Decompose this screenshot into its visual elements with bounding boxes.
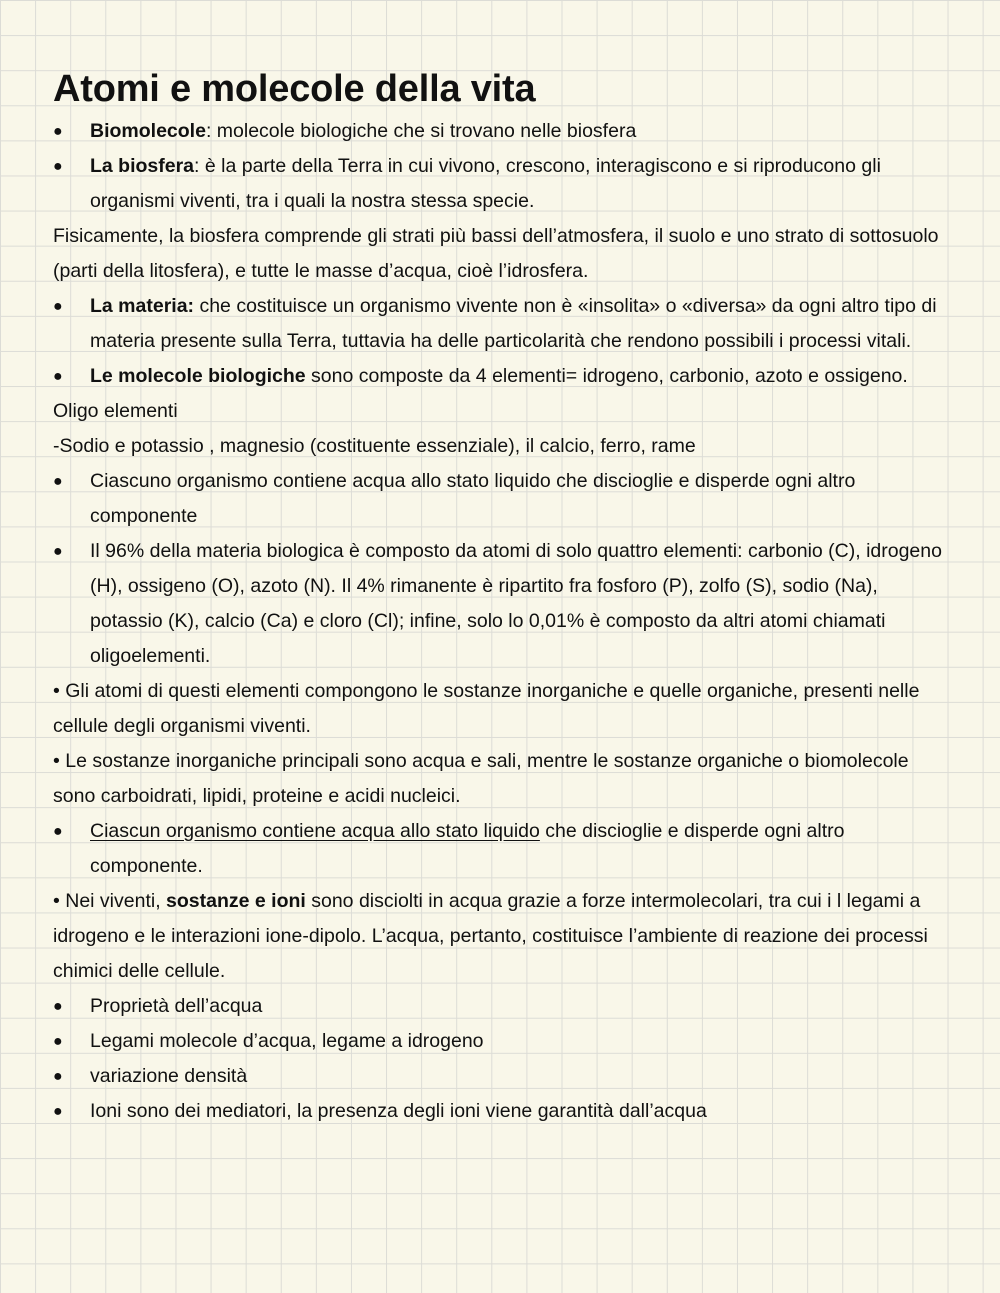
- underlined-text: Ciascun organismo contiene acqua allo stato liquido: [90, 820, 540, 842]
- item-text: che costituisce un organismo vivente non è «insolita» o «diversa» da ogni altro tipo di materia presente sulla Terra, tuttavia ha delle particolarità che rendono possibili i processi vitali.: [90, 295, 937, 352]
- list-item: [53, 289, 953, 359]
- term-bold: Biomolecole: [90, 120, 206, 142]
- paragraph: Oligo elementi: [53, 400, 178, 422]
- bullet-icon: ●: [53, 1068, 63, 1085]
- term-bold: sostanze e ioni: [166, 890, 306, 912]
- note-page: [53, 64, 953, 1129]
- list-item: [53, 149, 953, 219]
- item-text: che discioglie e disperde ogni altro componente.: [90, 820, 845, 877]
- bullet-icon: ●: [53, 473, 63, 490]
- item-text: Proprietà dell’acqua: [90, 995, 263, 1017]
- paragraph: Fisicamente, la biosfera comprende gli strati più bassi dell’atmosfera, il suolo e uno strato di sottosuolo (parti della litosfera), e tutte le masse d’acqua, cioè l’idrosfera.: [53, 225, 939, 282]
- page-title: Atomi e molecole della vita: [53, 68, 536, 110]
- paragraph: [53, 884, 953, 989]
- bullet-icon: ●: [53, 158, 63, 175]
- list-item: [53, 359, 953, 394]
- paragraph-text: sono disciolti in acqua grazie a forze intermolecolari, tra cui i l legami a idrogeno e le interazioni ione-dipolo. L’acqua, pertanto, costituisce l’ambiente di reazione dei processi chimici delle cellule.: [53, 890, 928, 982]
- list-item: [53, 1024, 953, 1059]
- bullet-icon: ●: [53, 543, 63, 560]
- item-text: : è la parte della Terra in cui vivono, crescono, interagiscono e si riproducono gli organismi viventi, tra i quali la nostra stessa specie.: [90, 155, 881, 212]
- bullet-icon: ●: [53, 368, 63, 385]
- list-item: [53, 814, 953, 884]
- item-text: variazione densità: [90, 1065, 248, 1087]
- paragraph: • Le sostanze inorganiche principali sono acqua e sali, mentre le sostanze organiche o biomolecole sono carboidrati, lipidi, proteine e acidi nucleici.: [53, 750, 909, 807]
- item-text: sono composte da 4 elementi= idrogeno, carbonio, azoto e ossigeno.: [305, 365, 908, 387]
- bullet-icon: ●: [53, 123, 63, 140]
- term-bold: Le molecole biologiche: [90, 365, 306, 387]
- term-bold: La biosfera: [90, 155, 195, 177]
- item-text: Il 96% della materia biologica è composto da atomi di solo quattro elementi: carbonio (C), idrogeno (H), ossigeno (O), azoto (N). Il 4% rimanente è ripartito fra fosforo (P), zolfo (S), sodio (Na), potassio (K), calcio (Ca) e cloro (Cl); infine, solo lo 0,01% è composto da altri atomi chiamati oligoelementi.: [90, 540, 942, 667]
- paragraph: • Gli atomi di questi elementi compongono le sostanze inorganiche e quelle organiche, presenti nelle cellule degli organismi viventi.: [53, 680, 920, 737]
- list-item: [53, 1059, 953, 1094]
- term-bold: La materia:: [90, 295, 195, 317]
- item-text: Ioni sono dei mediatori, la presenza degli ioni viene garantità dall’acqua: [90, 1100, 707, 1122]
- bullet-icon: ●: [53, 298, 63, 315]
- item-text: Ciascuno organismo contiene acqua allo stato liquido che discioglie e disperde ogni altro componente: [90, 470, 856, 527]
- list-item: [53, 1094, 953, 1129]
- paragraph-text: • Nei viventi,: [53, 890, 167, 912]
- item-text: : molecole biologiche che si trovano nelle biosfera: [205, 120, 637, 142]
- list-item: [53, 464, 953, 534]
- bullet-icon: ●: [53, 1033, 63, 1050]
- item-text: Legami molecole d’acqua, legame a idrogeno: [90, 1030, 484, 1052]
- paragraph: -Sodio e potassio , magnesio (costituente essenziale), il calcio, ferro, rame: [53, 435, 696, 457]
- list-item: [53, 534, 953, 674]
- list-item: [53, 114, 953, 149]
- bullet-icon: ●: [53, 823, 63, 840]
- list-item: [53, 989, 953, 1024]
- bullet-icon: ●: [53, 1103, 63, 1120]
- bullet-icon: ●: [53, 998, 63, 1015]
